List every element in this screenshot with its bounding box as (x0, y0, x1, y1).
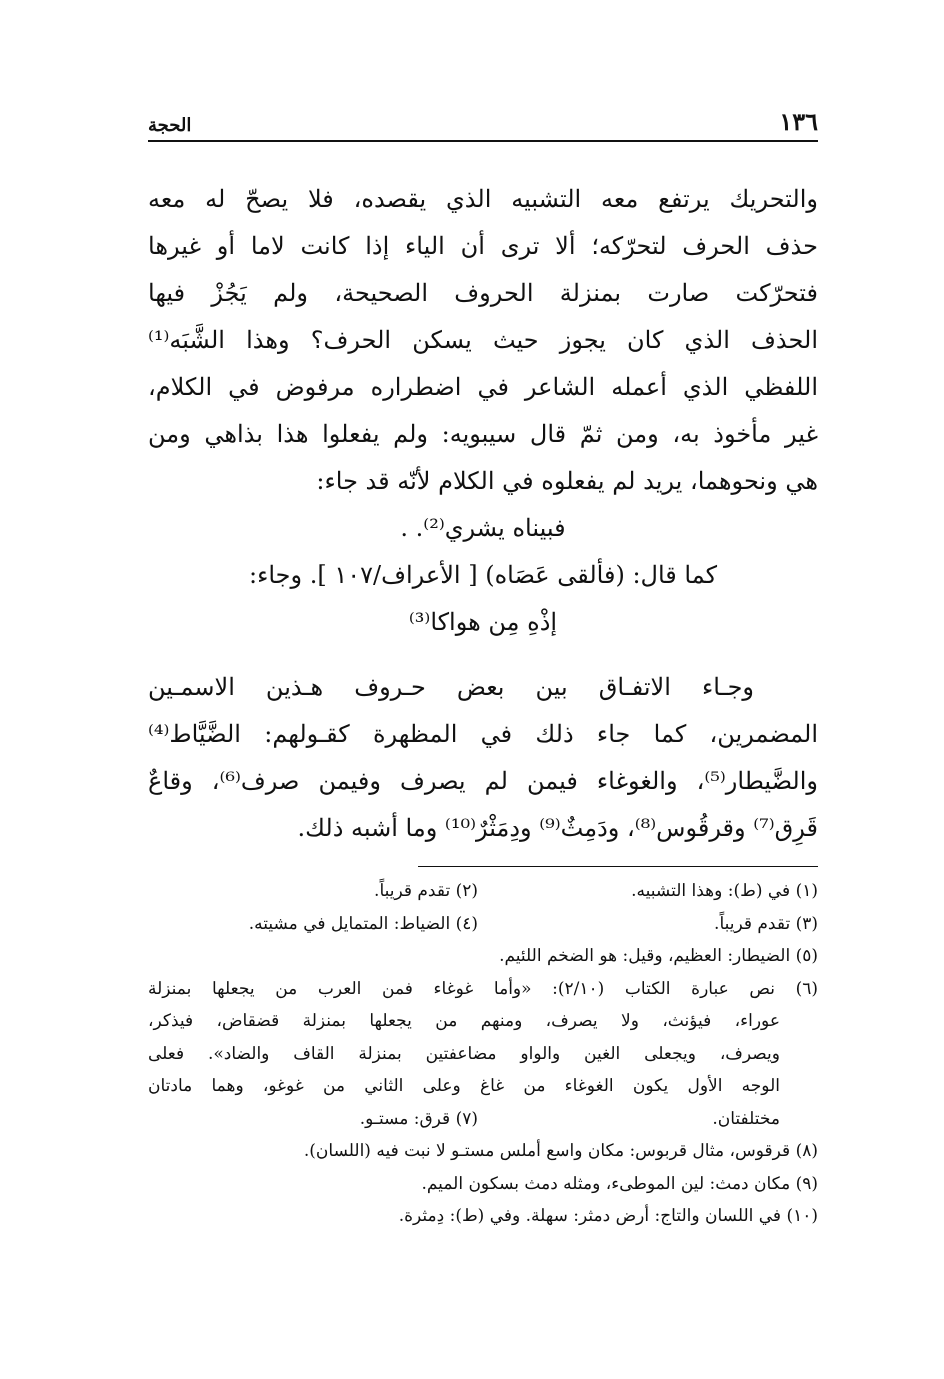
footnote-1: (١) في (ط): وهذا التشبيه. (631, 881, 818, 901)
text-line: حذف الحرف لتحرّكه؛ ألا ترى أن الياء إذا كانت لاما أو غيرها (148, 232, 818, 260)
text-line: اللفظي الذي أعمله الشاعر في اضطراره مرفوض في الكلام، (148, 373, 818, 401)
footnote-2: (٢) تقدم قريباً. (374, 881, 478, 901)
footnote-3: (٣) تقدم قريباً. (714, 913, 818, 934)
footnote-5: (٥) الضيطار: العظيم، وقيل: هو الضخم اللئيم. (499, 946, 818, 966)
paragraph-gap (148, 646, 818, 664)
footnote-10: (١٠) في اللسان والتاج: أرض دمثر: سهلة. وفي (ط): دِمثرة. (398, 1206, 818, 1226)
running-header (148, 100, 818, 142)
text-line: غير مأخوذ به، ومن ثمّ قال سيبويه: ولم يفعلوا هذا بذاهي ومن (148, 420, 818, 448)
footnote-4: (٤) الضياط: المتمايل في مشيته. (248, 913, 478, 934)
footnote-6-line: الوجه الأول يكون الغوغاء من غاغ وعلى الثاني من غوغو، وهما مادتان (148, 1076, 780, 1096)
verse-fragment: فبيناه يشري⁽²⁾. . (400, 514, 566, 542)
footnote-8: (٨) قرقوس، مثال قربوس: مكان واسع أملس مستـو لا نبت فيه (اللسان). (303, 1141, 818, 1161)
main-text (148, 176, 818, 852)
book-page (148, 100, 818, 1233)
quran-citation-line: كما قال: (فألقى عَصَاه) [ الأعراف/١٠٧ ]. وجاء: (249, 561, 717, 589)
text-line: والضَّيطار⁽⁵⁾، والغوغاء فيمن لم يصرف وفيمن صرف⁽⁶⁾، وقاعٌ (148, 767, 818, 795)
footnote-row (148, 875, 818, 908)
text-line: قَرِق⁽⁷⁾ وقرقُوس⁽⁸⁾، ودَمِثٌ⁽⁹⁾ ودِمَثْرٌ⁽¹⁰⁾ وما أشبه ذلك. (297, 814, 818, 842)
footnote-6-line: ويصرف، ويجعلى الغين والواو مضاعفتين بمنزلة القاف والضاد». فعلى (148, 1043, 780, 1064)
footnote-separator (418, 866, 818, 867)
footnote-row (148, 908, 818, 941)
footnotes (148, 875, 818, 1233)
text-line: الحذف الذي كان يجوز حيث يسكن الحرف؟ وهذا الشَّبَه⁽¹⁾ (148, 326, 818, 354)
text-line: والتحريك يرتفع معه التشبيه الذي يقصده، فلا يصحّ له معه (148, 185, 818, 213)
verse-fragment: إذْهِ مِن هواكا⁽³⁾ (408, 608, 558, 636)
text-line: المضمرين، كما جاء ذلك في المظهرة كقـولهم: الضَّيَّاط⁽⁴⁾ (148, 720, 818, 748)
text-line: فتحرّكت صارت بمنزلة الحروف الصحيحة، ولم يَجُزْ فيها (148, 279, 818, 307)
text-line: وجـاء الاتفـاق بين بعض حـروف هـذين الاسمـين (148, 673, 754, 701)
footnote-6-line: عوراء، فيؤنث، ولا يصرف، ومنهم من يجعلها بمنزلة قضقاض، فيذكر، (148, 1011, 780, 1031)
running-title: الحجة (148, 115, 192, 136)
footnote-6-line: مختلفتان. (712, 1108, 780, 1129)
page-number: ١٣٦ (779, 107, 818, 136)
footnote-9: (٩) مكان دمث: لين الموطىء، ومثله دمث بسكون الميم. (421, 1173, 818, 1194)
footnote-7: (٧) قرق: مستـو. (359, 1108, 478, 1129)
footnote-6-line: (٦) نص عبارة الكتاب (٢/١٠): «وأما غوغاء فمن العرب من يجعلها بمنزلة (148, 978, 818, 999)
footnote-row (148, 1103, 818, 1136)
text-line: هي ونحوهما، يريد لم يفعلوه في الكلام لأنّه قد جاء: (316, 467, 818, 495)
